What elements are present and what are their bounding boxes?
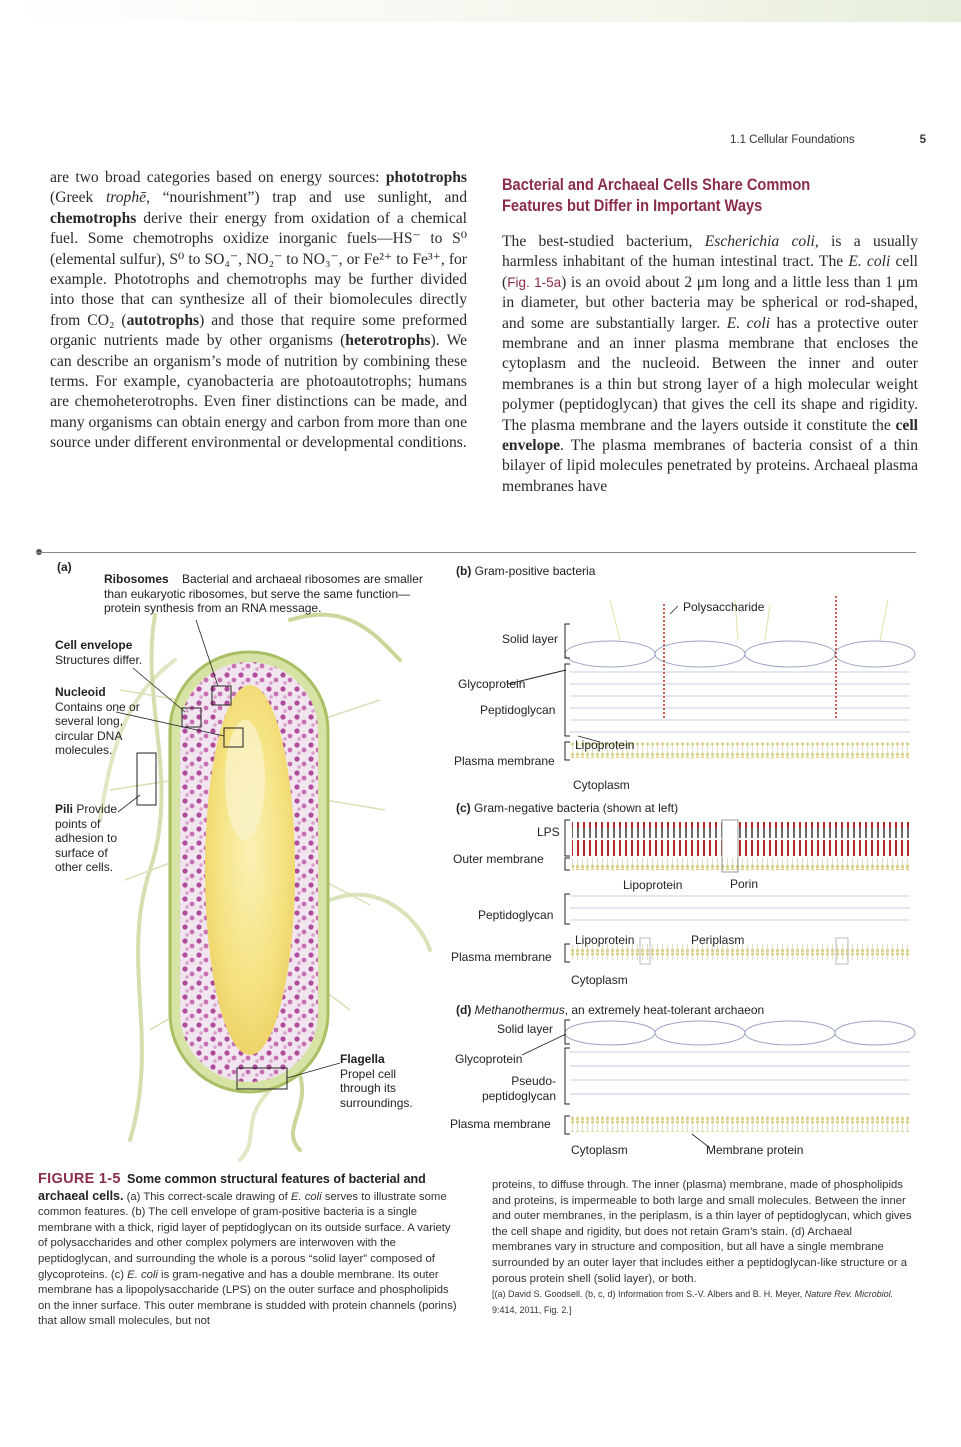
cell-envelope-text: Structures differ. [55,652,143,667]
lipoprotein-label: Lipoprotein [575,738,635,752]
caption-text: (a) This correct-scale drawing of [123,1190,291,1203]
species-name: Escherichia coli [704,233,815,250]
key-term: chemotrophs [50,209,137,227]
figure-label: FIGURE 1-5 [38,1171,121,1187]
text-run: cell ( [502,253,919,291]
panel-d-title [456,1003,764,1018]
ecoli-cell-drawing [170,652,328,1092]
peptidoglycan-c-label: Peptidoglycan [478,908,554,922]
pili-text: Provide points of adhesion to surface of other cells. [55,802,118,874]
credit-journal: Nature Rev. Microbiol. [804,1289,894,1300]
text-run: ) and those that require some preformed organic nutrients made by other organisms ( [50,311,467,350]
panel-b-tag: (b) [456,564,472,578]
nucleoid-label [55,685,150,758]
text-run: are two broad categories based on energy sources: [50,169,386,186]
plasma-membrane-label: Plasma membrane [454,754,555,768]
cell-envelope-title: Cell envelope [55,638,133,652]
periplasm-label: Periplasm [691,933,745,947]
text-run: , is a usually harmless inhabitant of the human intestinal tract. The [502,233,919,271]
ribosomes-text: Bacterial and archaeal ribosomes are smaller than eukaryotic ribosomes, but serve the same function—protein synthesis from an RNA message. [104,572,423,615]
figure-caption-right [492,1178,912,1318]
ribosomes-title: Ribosomes [104,572,169,586]
pseudo-line-1: Pseudo- [511,1074,556,1088]
caption-text: serves to illustrate some common features. (b) The cell envelope of gram-positive bacteria is a single membrane with a thick, rigid layer of peptidoglycan on its outside surface. A variety of polysaccharides and other complex polymers are interwoven with the peptidoglycan, and surrounding the whole is a porous “solid layer” composed of glycoproteins. (c) [38,1190,451,1281]
panel-c-tag: (c) [456,801,471,815]
lipoprotein-bottom-label: Lipoprotein [575,933,635,947]
caption-text: proteins, to diffuse through. The inner (plasma) membrane, made of phospholipids and proteins, is impermeable to both large and small molecules. Between the inner and outer membranes, in the periplasm, is a thin layer of peptidoglycan, which gives the cell shape and rigidity, but does not retain Gram’s stain. (d) Archaeal membranes vary in structure and composition, but all have a single membrane surrounded by an outer layer that includes either a peptidoglycan-like structure or a porous protein shell (solid layer), or both. [492,1179,912,1285]
cell-envelope-label [55,638,142,667]
nucleoid-text: Contains one or several long, circular DNA molecules. [55,699,140,757]
plasma-membrane-c-label: Plasma membrane [451,950,552,964]
text-run: . The plasma membranes of bacteria consist of a thin bilayer of lipid molecules penetrated by proteins. Archaeal plasma membranes have [502,437,918,495]
ribosomes-label [104,572,429,616]
text-run: has a protective outer membrane and an inner plasma membrane that encloses the cytoplasm and the nucleoid. Between the inner and outer membranes is a thin but strong layer of a high molecular weight polymer (peptidoglycan) that gives the cell its shape and rigidity. The plasma membrane and the layers outside it constitute the [502,314,918,434]
credit-text: [(a) David S. Goodsell. (b, c, d) Information from S.-V. Albers and B. H. Meyer, [492,1289,805,1300]
panel-c-title [456,801,678,816]
membrane-panel-b [565,596,915,758]
caption-species: E. coli [127,1268,158,1281]
species-name: E. coli [848,253,891,271]
peptidoglycan-label: Peptidoglycan [480,703,556,717]
caption-title: Some common structural features of bacterial and archaeal cells. [38,1172,426,1203]
figure-credit [492,1289,893,1315]
key-term: heterotrophs [345,332,431,350]
cytoplasm-label: Cytoplasm [573,778,630,792]
panel-b-title [456,564,595,579]
polysaccharide-label: Polysaccharide [683,600,765,614]
flagella-title: Flagella [340,1052,385,1066]
greek-word: trophē [105,189,147,207]
panel-a-tag: (a) [57,560,72,574]
text-run: ) is an ovoid about 2 μm long and a little less than 1 μm in diameter, but other bacteria may be spherical or rod-shaped, and some are substantially larger. [502,273,918,332]
credit-text: 9:414, 2011, Fig. 2.] [492,1304,572,1315]
pili-label [55,802,131,875]
glycoprotein-label: Glycoprotein [458,677,526,691]
flagella-label [340,1052,420,1110]
running-head-section: 1.1 Cellular Foundations [730,134,855,146]
text-run: The best-studied bacterium, [502,233,705,250]
caption-species: E. coli [290,1190,322,1203]
membrane-protein-label: Membrane protein [706,1143,804,1157]
membrane-panel-d [522,1021,915,1148]
lipoprotein-top-label: Lipoprotein [623,878,683,892]
species-name: E. coli [726,314,771,332]
text-run: ). We can describe an organism’s mode of nutrition by combining these terms. For example, cyanobacteria are photoautotrophs; humans are chemoheterotrophs. Even finer distinctions can be made, and many organisms can obtain energy and carbon from more than one source under different environmental or developmental conditions. [50,332,467,452]
panel-b-title-text: Gram-positive bacteria [474,564,596,578]
pseudo-line-2: peptidoglycan [481,1088,556,1103]
pseudopeptidoglycan-label [474,1074,556,1103]
lps-label: LPS [537,825,560,839]
text-run: derive their energy from oxidation of a chemical fuel. Some chemotrophs oxidize inorganic fuels—HS⁻ to S⁰ (elemental sulfur), S⁰ to SO₄⁻, NO₂⁻ to NO₃⁻, or Fe²⁺ to Fe³⁺, for example. Phototrophs and chemotrophs may be further divided into those that can synthesize all of their biomolecules directly from CO₂ ( [50,209,467,329]
glycoprotein-d-label: Glycoprotein [455,1052,523,1066]
pili-title: Pili [55,802,74,816]
outer-membrane-label: Outer membrane [453,852,544,866]
panel-d-species: Methanothermus [474,1003,565,1017]
text-run: (Greek [50,189,106,207]
key-term: autotrophs [126,311,200,329]
cytoplasm-c-label: Cytoplasm [571,973,628,987]
key-term: phototrophs [385,169,467,186]
figure-reference-link[interactable]: Fig. 1-5a [507,274,562,290]
figure-caption-left [38,1172,458,1330]
porin-label: Porin [730,877,759,891]
flagella-text: Propel cell through its surroundings. [340,1066,413,1110]
panel-d-tag: (d) [456,1003,472,1017]
section-heading: Bacterial and Archaeal Cells Share Common Features but Differ in Important Ways [502,175,811,215]
solid-layer-label: Solid layer [502,632,559,646]
panel-c-title-text: Gram-negative bacteria (shown at left) [474,801,679,815]
page-number: 5 [919,134,926,146]
caption-text: is gram-negative and has a double membrane. Its outer membrane has a lipopolysaccharide (LPS) on the outer surface and phospholipids on the inner surface. This outer membrane is studded with protein channels (porins) that allow small molecules, but not [38,1268,457,1328]
panel-d-title-text: , an extremely heat-tolerant archaeon [564,1003,765,1017]
plasma-membrane-d-label: Plasma membrane [450,1117,551,1131]
solid-layer-d-label: Solid layer [497,1022,554,1036]
text-run: , “nourishment”) trap and use sunlight, and [146,189,468,207]
nucleoid-title: Nucleoid [55,685,106,699]
cytoplasm-d-label: Cytoplasm [571,1143,628,1157]
key-term: cell envelope [502,416,918,455]
